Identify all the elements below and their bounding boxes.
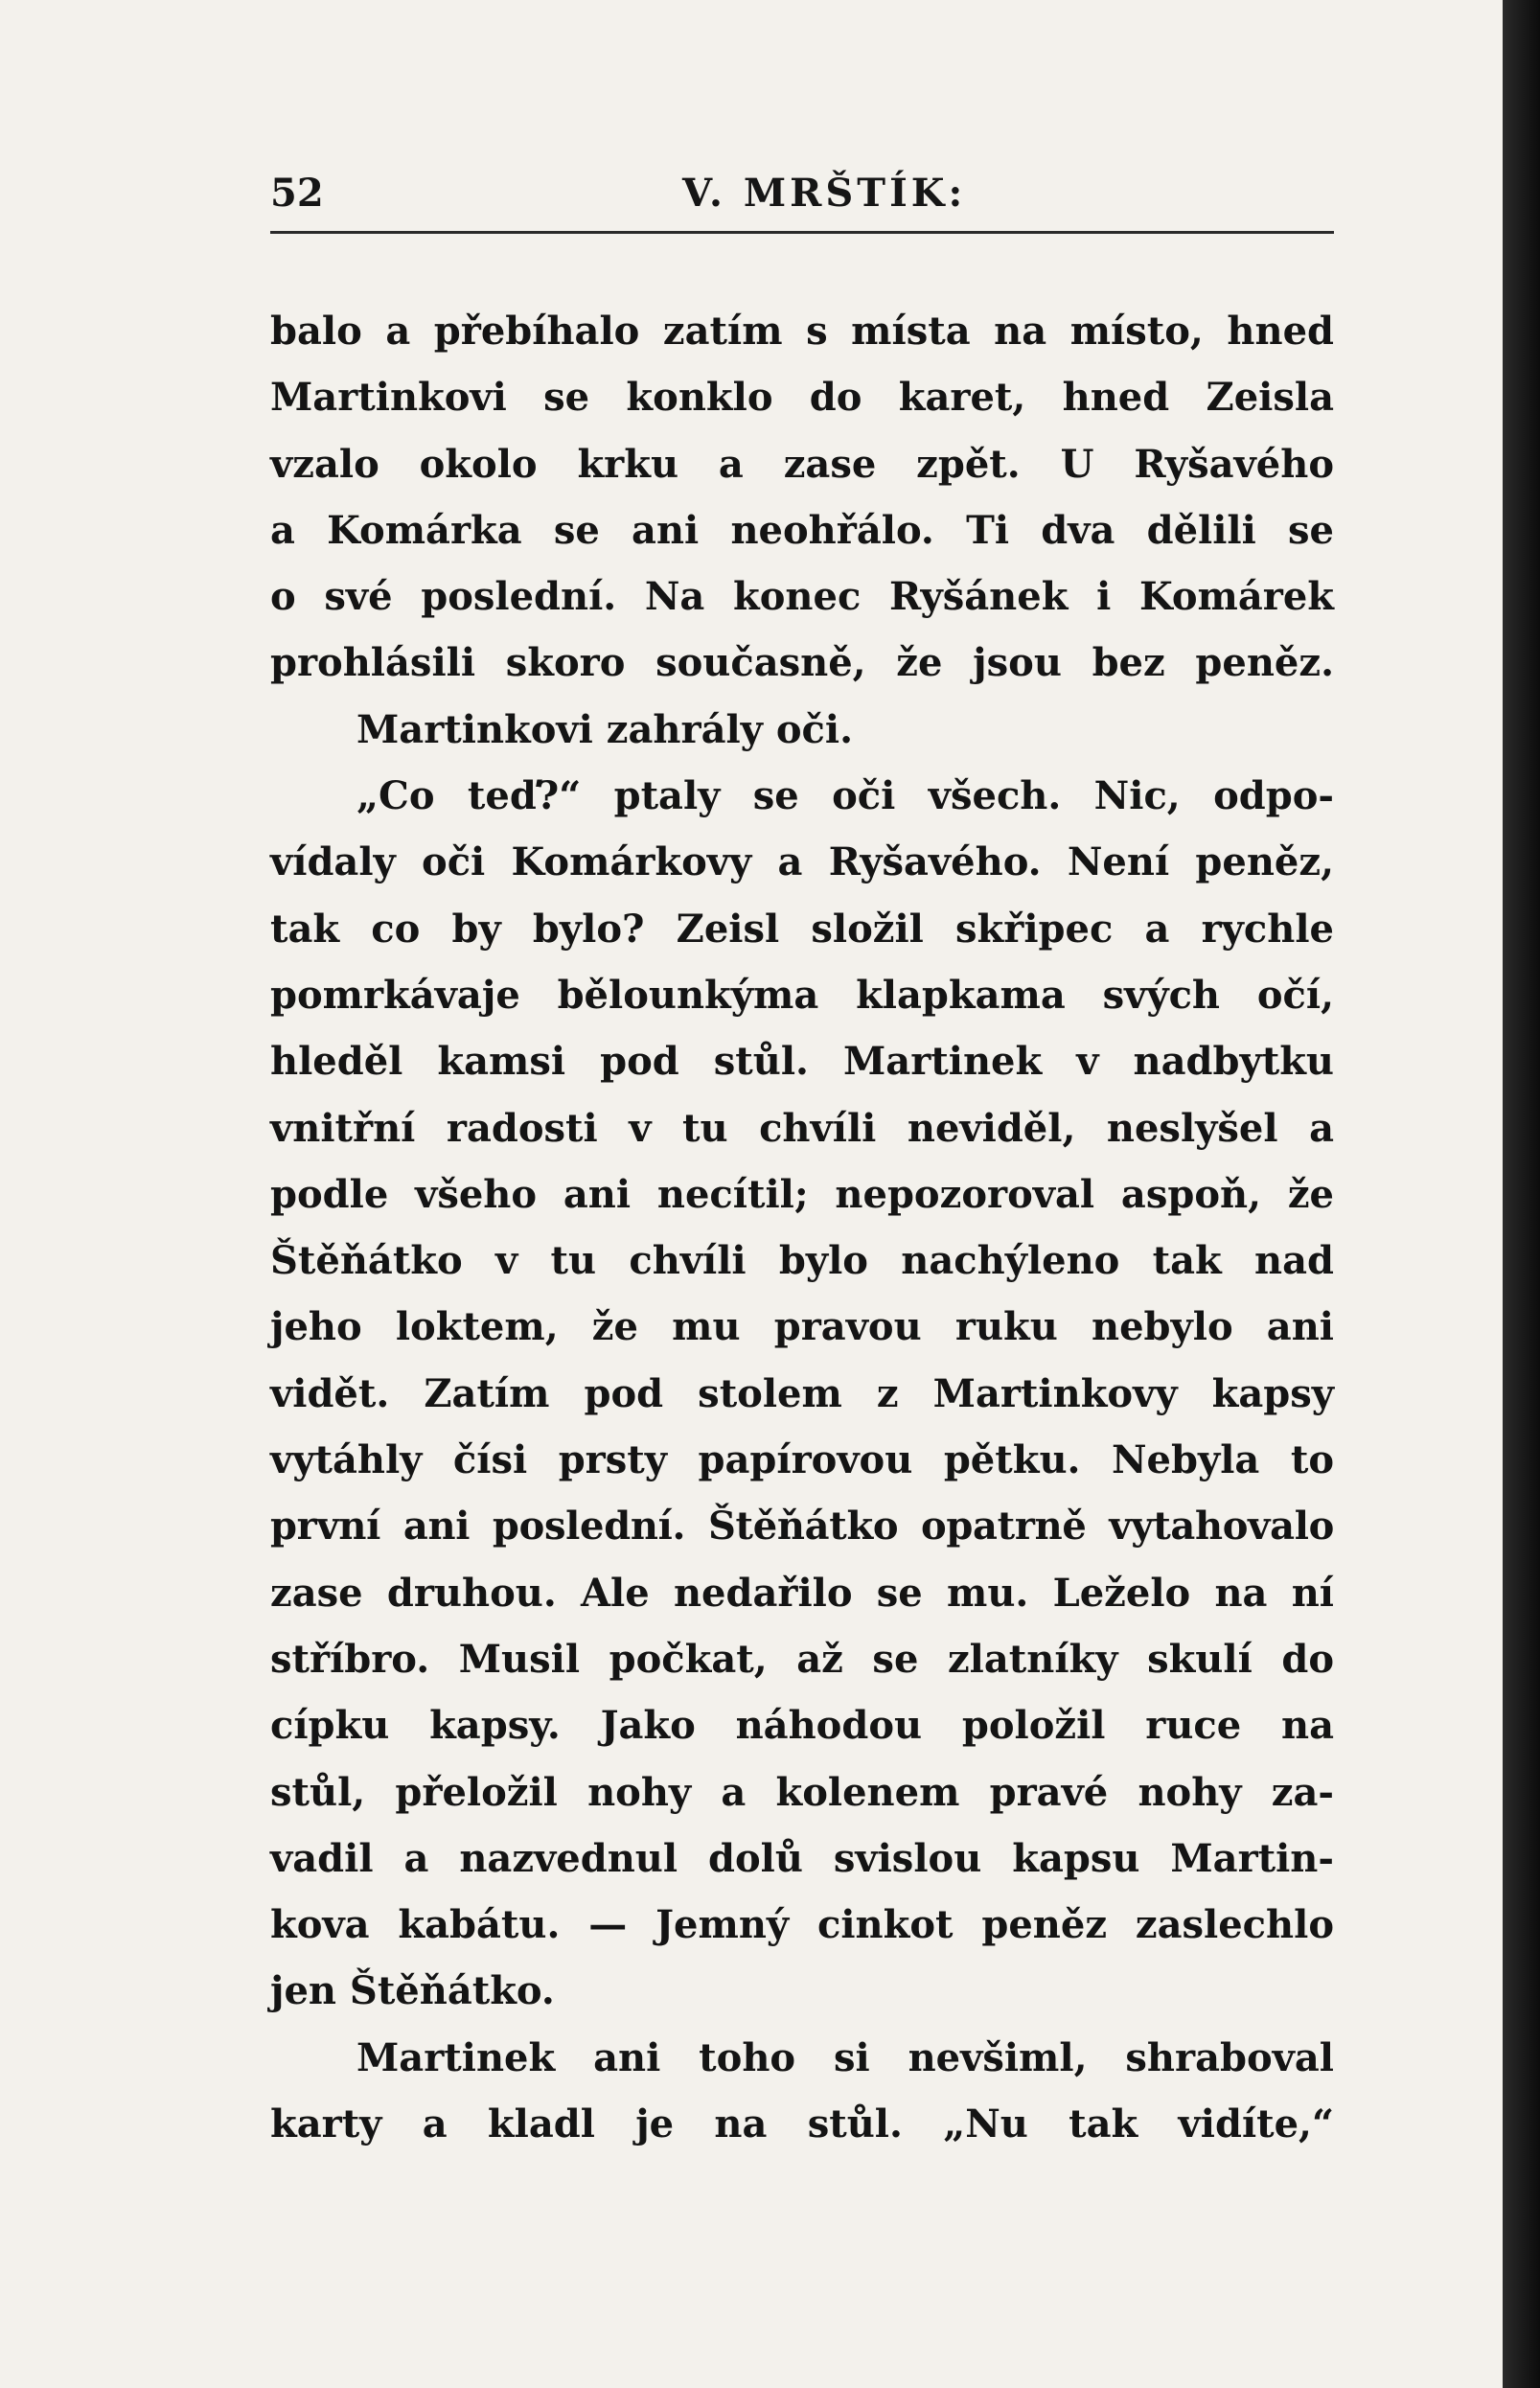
header-rule (270, 231, 1334, 234)
text-line: Martinkovi zahrály oči. (356, 706, 854, 752)
text-line: vadil a nazvednul dolů svislou kapsu Martin- (270, 1835, 1334, 1881)
text-line: tak co by bylo? Zeisl složil skřipec a rychle (270, 906, 1334, 952)
text-line: jeho loktem, že mu pravou ruku nebylo ani (270, 1304, 1334, 1350)
text-line: první ani poslední. Štěňátko opatrně vytahovalo (270, 1504, 1334, 1550)
text-line: vídaly oči Komárkovy a Ryšavého. Není peněz, (270, 839, 1334, 885)
running-head: V. MRŠTÍK: (682, 171, 967, 216)
text-line: Martinek ani toho si nevšiml, shraboval (356, 2034, 1334, 2080)
text-line: hleděl kamsi pod stůl. Martinek v nadbytku (270, 1039, 1334, 1085)
text-line: jen Štěňátko. (270, 1968, 555, 2014)
text-line: Štěňátko v tu chvíli bylo nachýleno tak nad (270, 1238, 1334, 1284)
body-text (270, 298, 1334, 2157)
text-line: pomrkávaje bělounkýma klapkama svých očí, (270, 972, 1334, 1018)
text-line: prohlásili skoro současně, že jsou bez peněz. (270, 640, 1334, 686)
text-line: a Komárka se ani neohřálo. Ti dva dělili se (270, 507, 1334, 553)
text-line: stříbro. Musil počkat, až se zlatníky skulí do (270, 1636, 1334, 1682)
text-line: stůl, přeložil nohy a kolenem pravé nohy za- (270, 1769, 1334, 1815)
text-line: vytáhly čísi prsty papírovou pětku. Nebyla to (270, 1437, 1334, 1483)
text-line: karty a kladl je na stůl. „Nu tak vidíte,“ (270, 2101, 1334, 2147)
text-line: zase druhou. Ale nedařilo se mu. Leželo na ní (270, 1570, 1334, 1616)
text-line: cípku kapsy. Jako náhodou položil ruce na (270, 1703, 1334, 1749)
text-line: vidět. Zatím pod stolem z Martinkovy kapsy (270, 1370, 1334, 1416)
page-edge-shadow (1503, 0, 1540, 2388)
text-line: balo a přebíhalo zatím s místa na místo, hned (270, 309, 1334, 354)
page-header (270, 163, 1334, 230)
text-line: vzalo okolo krku a zase zpět. U Ryšavého (270, 441, 1334, 487)
text-line: kova kabátu. — Jemný cinkot peněz zaslechlo (270, 1902, 1334, 1948)
page-number: 52 (270, 171, 324, 216)
text-line: vnitřní radosti v tu chvíli neviděl, neslyšel a (270, 1105, 1334, 1151)
text-line: o své poslední. Na konec Ryšánek i Komárek (270, 574, 1334, 620)
text-line: podle všeho ani necítil; nepozoroval aspoň, že (270, 1171, 1334, 1217)
text-line: „Co teď?“ ptaly se oči všech. Nic, odpo- (356, 773, 1334, 819)
text-line: Martinkovi se konklo do karet, hned Zeisla (270, 375, 1334, 421)
